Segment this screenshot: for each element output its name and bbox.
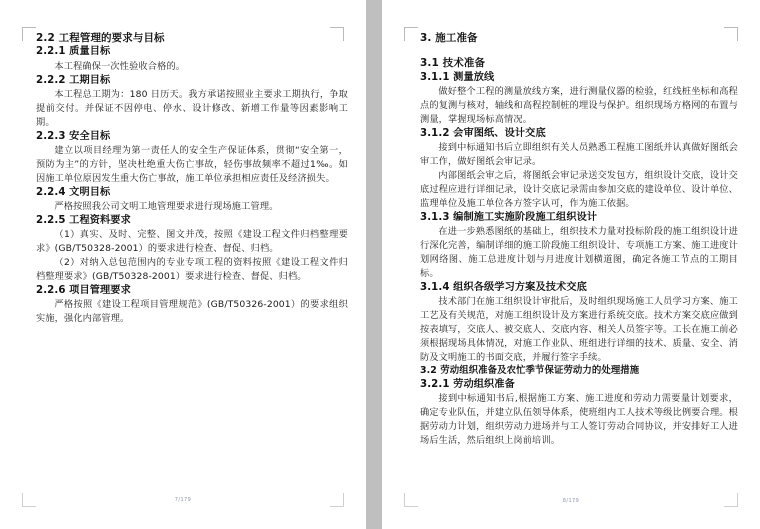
document-page-right[interactable] (382, 0, 760, 529)
heading-spacer (420, 45, 738, 55)
page-left-footer: 7/179 (174, 497, 192, 503)
page-right-footer: 8/179 (562, 498, 580, 504)
paragraph-2-2-2: 本工程总工期为：180 日历天。我方承诺按照业主要求工期执行，争取提前交付。并保证不因停电、停水、设计修改、新增工作量等因素影响工期。 (36, 88, 348, 128)
heading-2-2-1: 2.2.1 质量目标 (36, 46, 111, 58)
crop-mark-top-left-icon (404, 27, 418, 41)
paragraph-2-2-1: 本工程确保一次性验收合格的。 (54, 60, 186, 72)
paragraph-3-2-1: 接到中标通知书后,根据施工方案、施工进度和劳动力需要量计划要求，确定专业队伍，并建立队伍领导体系，使班组内工人技术等级比例要合理。根据劳动力计划，组织劳动力进场并与工人签订劳动合同协议，并安排好工人进场后生活，然后组织上岗前培训。 (420, 393, 738, 447)
paragraph-2-2-5-item-2: （2）对纳入总包范围内的专业专项工程的资料按照《建设工程文件归档整理要求》(GB/T50328-2001）要求进行检查、督促、归档。 (36, 256, 348, 282)
paragraph-2-2-4: 严格按照我公司文明工地管理要求进行现场施工管理。 (54, 200, 279, 212)
paragraph-3-1-2-a: 接到中标通知书后立即组织有关人员熟悉工程施工图纸并认真做好图纸会审工作，做好图纸会审记录。 (420, 142, 738, 168)
heading-3-1-1: 3.1.1 测量放线 (420, 71, 495, 83)
heading-3-1-2: 3.1.2 会审图纸、设计交底 (420, 128, 546, 139)
page-gutter-divider (366, 0, 382, 529)
paragraph-2-2-5-item-1: （1）真实、及时、完整、图文并茂，按照《建设工程文件归档整理要求》(GB/T50328-2001）的要求进行检查、督促、归档。 (36, 228, 348, 254)
crop-mark-top-left-icon (22, 27, 36, 41)
heading-3-2: 3.2 劳动组织准备及农忙季节保证劳动力的处理措施 (420, 365, 640, 377)
heading-2-2-6: 2.2.6 项目管理要求 (36, 284, 131, 296)
heading-3: 3. 施工准备 (420, 32, 478, 44)
paragraph-3-1-1: 做好整个工程的测量放线方案，进行测量仪器的检验，红线桩坐标和高程点的复测与核对，轴线和高程控制桩的埋设与保护。组织现场方格网的布置与测量，掌握现场标高情况。 (420, 86, 738, 126)
paragraph-2-2-6: 严格按照《建设工程项目管理规范》(GB/T50326-2001）的要求组织实施，强化内部管理。 (36, 298, 348, 324)
heading-3-1: 3.1 技术准备 (420, 57, 486, 70)
paragraph-3-1-3: 在进一步熟悉图纸的基础上，组织技术力量对投标阶段的施工组织设计进行深化完善，编制详细的施工阶段施工组织设计、专项施工方案、施工进度计划网络图、施工总进度计划与月进度计划横道图，确定各施工节点的工期目标。 (420, 226, 738, 280)
heading-2-2-3: 2.2.3 安全目标 (36, 130, 111, 142)
document-page-left[interactable] (0, 0, 366, 529)
heading-3-1-4: 3.1.4 组织各级学习方案及技术交底 (420, 282, 587, 294)
paragraph-3-1-2-b: 内部图纸会审之后，将图纸会审记录送交发包方，组织设计交底，设计交底过程应进行详细记录，设计交底记录需由参加交底的建设单位、设计单位、监理单位及施工单位各方签字认可，作为施工依据。 (420, 170, 738, 210)
heading-2-2: 2.2 工程管理的要求与目标 (36, 32, 165, 44)
paragraph-2-2-3: 建立以项目经理为第一责任人的安全生产保证体系，贯彻“安全第一，预防为主”的方针，坚决杜绝重大伤亡事故，轻伤事故频率不超过1‰。如因施工单位原因发生重大伤亡事故，施工单位承担相应责任及经济损失。 (36, 144, 348, 184)
heading-2-2-5: 2.2.5 工程资料要求 (36, 214, 131, 226)
heading-3-1-3: 3.1.3 编制施工实施阶段施工组织设计 (420, 212, 598, 223)
page-left-content (36, 30, 348, 489)
paragraph-3-1-4: 技术部门在施工组织设计审批后，及时组织现场施工人员学习方案、施工工艺及有关规范，对施工组织设计及方案进行系统交底。技术方案交底应做到按表填写，交底人、被交底人、交底内容、相关人员签字等。工长在施工前必须根据现场具体情况，对施工作业队、班组进行详细的技术、质量、安全、消防及文明施工的书面交底，并履行签字手续。 (420, 296, 738, 364)
heading-2-2-4: 2.2.4 文明目标 (36, 186, 111, 198)
heading-2-2-2: 2.2.2 工期目标 (36, 74, 111, 86)
page-right-content (420, 30, 738, 489)
heading-3-2-1: 3.2.1 劳动组织准备 (420, 378, 515, 390)
